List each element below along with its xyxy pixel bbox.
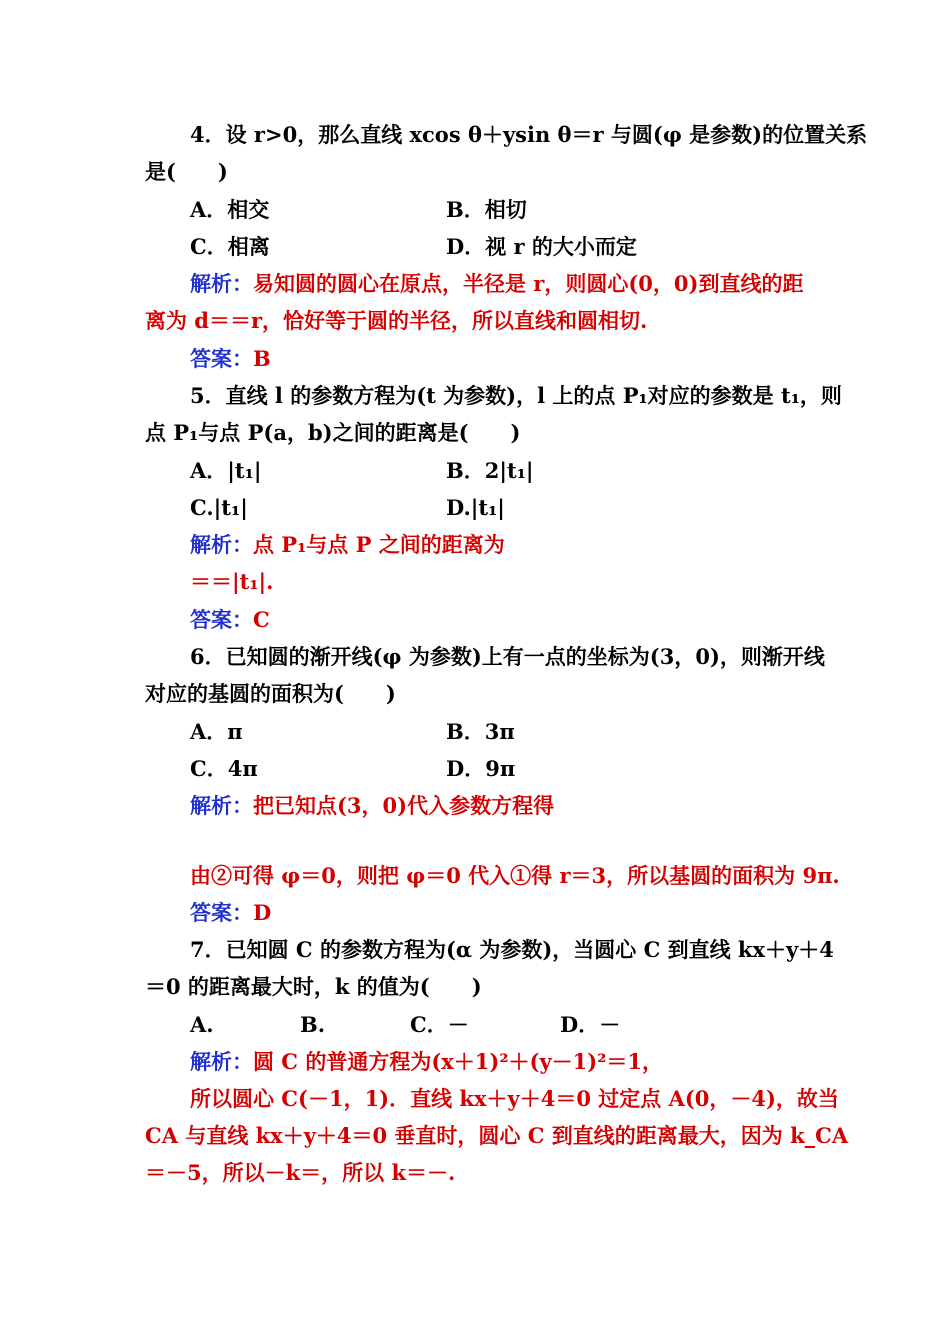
question-7-analysis-line-1 [190, 1049, 663, 1075]
question-6-option-c: C．4π [190, 756, 258, 781]
question-5-option-d: D.|t₁| [446, 495, 505, 520]
question-4-option-d: D．视 r 的大小而定 [446, 234, 637, 259]
question-7-option-d: D．－ [560, 1012, 621, 1037]
question-4-stem-line-1: 4．设 r>0，那么直线 xcos θ＋ysin θ＝r 与圆(φ 是参数)的位置关系 [190, 122, 868, 147]
answer-label: 答案： [190, 607, 253, 632]
answer-value: C [253, 607, 270, 632]
question-5-option-a: A．|t₁| [190, 458, 262, 483]
question-6-stem-line-1: 6．已知圆的渐开线(φ 为参数)上有一点的坐标为(3，0)，则渐开线 [190, 644, 825, 669]
analysis-label: 解析： [190, 532, 253, 557]
question-5-option-b: B．2|t₁| [446, 458, 534, 483]
answer-value: D [253, 900, 272, 925]
question-4-option-a: A．相交 [190, 197, 270, 222]
analysis-text: 点 P₁与点 P 之间的距离为 [253, 532, 505, 557]
question-4-analysis-line-1 [190, 271, 803, 297]
answer-value: B [253, 346, 271, 371]
analysis-text: 易知圆的圆心在原点，半径是 r，则圆心(0，0)到直线的距 [253, 271, 804, 296]
question-6-answer [190, 900, 271, 926]
question-7-option-a: A. [190, 1012, 214, 1037]
question-7-analysis-line-4: ＝－5，所以－k＝，所以 k＝－. [145, 1160, 456, 1185]
question-7-stem-line-2: ＝0 的距离最大时，k 的值为( ) [145, 974, 482, 999]
question-7-stem-line-1: 7．已知圆 C 的参数方程为(α 为参数)，当圆心 C 到直线 kx＋y＋4 [190, 937, 834, 962]
question-4-analysis-line-2: 离为 d＝＝r，恰好等于圆的半径，所以直线和圆相切. [145, 308, 648, 333]
analysis-text: 圆 C 的普通方程为(x＋1)²＋(y－1)²＝1， [253, 1049, 664, 1074]
question-5-answer [190, 607, 270, 633]
question-6-option-a: A．π [190, 719, 243, 744]
question-6-analysis-line-2: 由②可得 φ＝0，则把 φ＝0 代入①得 r＝3，所以基圆的面积为 9π. [190, 863, 840, 888]
question-6-analysis-line-1 [190, 793, 554, 819]
analysis-text: 把已知点(3，0)代入参数方程得 [253, 793, 555, 818]
question-7-analysis-line-3: CA 与直线 kx＋y＋4＝0 垂直时，圆心 C 到直线的距离最大，因为 k_CA [145, 1123, 849, 1148]
question-7-analysis-line-2: 所以圆心 C(－1，1)．直线 kx＋y＋4＝0 过定点 A(0，－4)，故当 [190, 1086, 839, 1111]
question-6-option-b: B．3π [446, 719, 515, 744]
question-4-answer [190, 346, 271, 372]
analysis-label: 解析： [190, 1049, 253, 1074]
question-5-stem-line-1: 5．直线 l 的参数方程为(t 为参数)，l 上的点 P₁对应的参数是 t₁，则 [190, 383, 842, 408]
question-5-option-c: C.|t₁| [190, 495, 248, 520]
question-4-option-b: B．相切 [446, 197, 527, 222]
analysis-label: 解析： [190, 271, 253, 296]
question-5-analysis-line-1 [190, 532, 505, 558]
question-7-option-c: C．－ [410, 1012, 469, 1037]
question-5-analysis-line-2: ＝＝|t₁|. [190, 569, 274, 594]
question-5-stem-line-2: 点 P₁与点 P(a，b)之间的距离是( ) [145, 420, 521, 445]
question-6-stem-line-2: 对应的基圆的面积为( ) [145, 681, 396, 706]
question-4-option-c: C．相离 [190, 234, 270, 259]
answer-label: 答案： [190, 900, 253, 925]
question-7-option-b: B. [300, 1012, 326, 1037]
answer-label: 答案： [190, 346, 253, 371]
analysis-label: 解析： [190, 793, 253, 818]
question-4-stem-line-2: 是( ) [145, 159, 228, 184]
question-6-option-d: D．9π [446, 756, 516, 781]
